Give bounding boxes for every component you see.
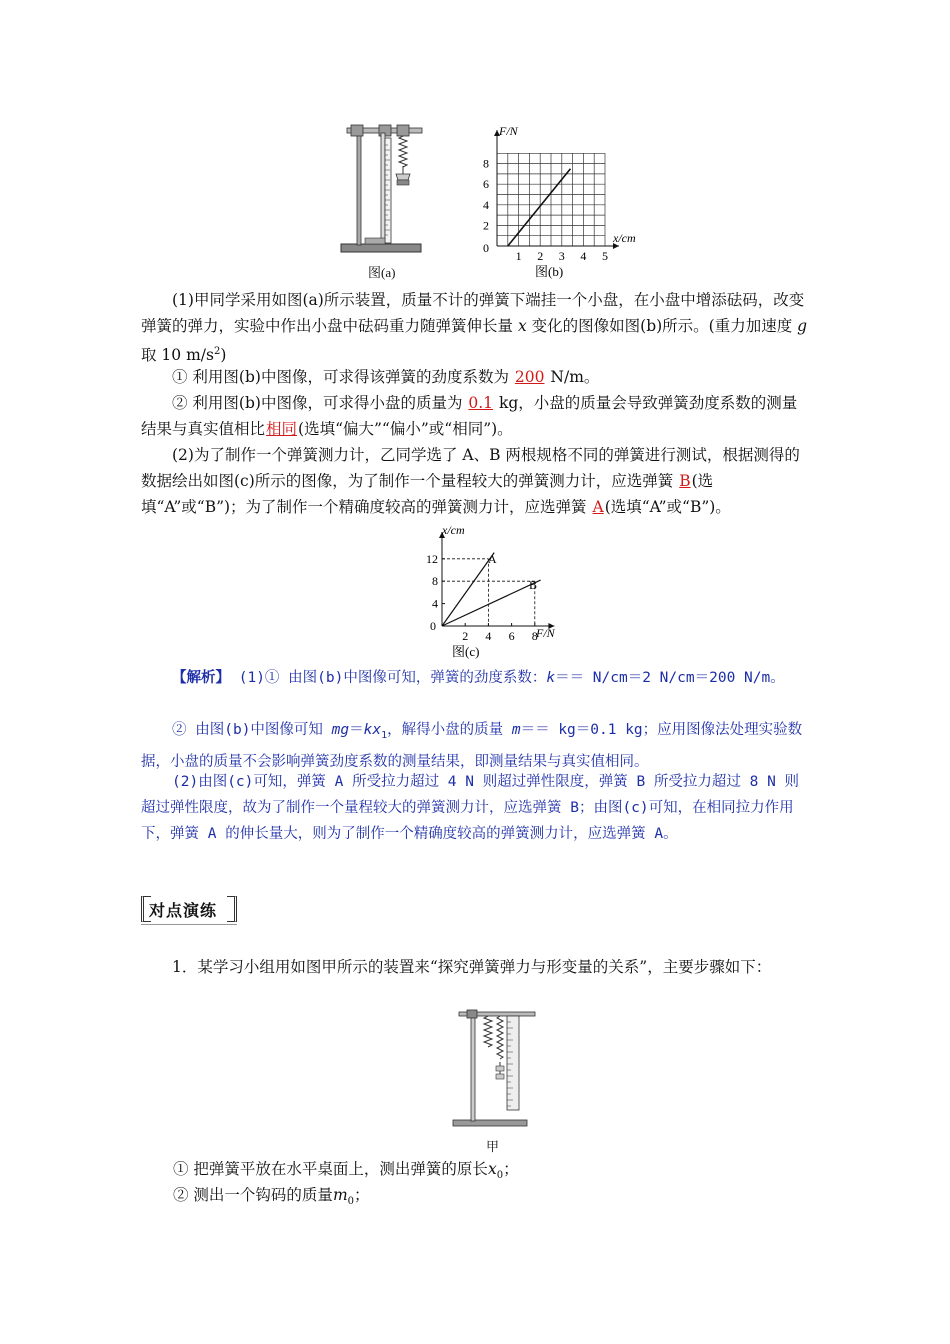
- answer-high-precision: A: [592, 498, 604, 516]
- question-1a: [141, 364, 811, 390]
- step-1-var: x: [487, 1160, 497, 1178]
- problem-1: [141, 954, 811, 980]
- solution-part-2: [141, 717, 811, 775]
- section-bracket-right: [227, 896, 237, 922]
- x-tick-label: 1: [515, 249, 522, 263]
- x-tick-label: 4: [485, 629, 492, 643]
- figure-b-ylabel: F/N: [499, 124, 518, 138]
- figure-c-ylabel: x/cm: [442, 523, 465, 537]
- y-tick-label: 8: [483, 156, 489, 171]
- solution-line-3: (2)由图(c)可知，弹簧 A 所受拉力超过 4 N 则超过弹性限度，弹簧 B 所受拉力超过 8 N 则超过弹性限度，故为了制作一个量程较大的弹簧测力计，应选弹簧 B；由图(c)可知，在相同拉力作用下，弹簧 A 的伸长量大，则为了制作一个精确度较高的弹簧测力计，应选弹簧 A。: [141, 774, 800, 842]
- figure-b-origin: 0: [483, 241, 489, 255]
- q1-text-4: ): [220, 346, 227, 365]
- y-tick-label: 6: [483, 177, 489, 192]
- figure-b-xlabel: x/cm: [613, 231, 636, 245]
- section-title: 对点演练: [149, 901, 218, 920]
- q1-var-x: x: [517, 317, 527, 335]
- solution-var-m: m: [511, 722, 521, 738]
- q2-text: (2)为了制作一个弹簧测力计，乙同学选了 A、B 两根规格不同的弹簧进行测试，根据测得的数据绘出如图(c)所示的图像，为了制作一个量程较大的弹簧测力计，应选弹簧: [141, 446, 800, 490]
- answer-stiffness: 200: [514, 368, 545, 386]
- q1b-text: ② 利用图(b)中图像，可求得小盘的质量为: [172, 394, 463, 412]
- step-2-end: ；: [354, 1186, 370, 1204]
- q1-var-g: g: [797, 317, 808, 335]
- question-1-paragraph: [141, 287, 811, 368]
- section-heading: [141, 894, 237, 925]
- figure-c-xlabel: F/N: [536, 626, 555, 640]
- question-2: [141, 442, 811, 520]
- solution-var-k: k: [546, 670, 556, 686]
- solution-part-1: [141, 665, 811, 691]
- figure-b-grid: [497, 153, 605, 246]
- solution-line-1: (1)① 由图(b)中图像可知，弹簧的劲度系数：: [238, 670, 547, 686]
- q1-text-3: 取 10 m/s: [141, 346, 214, 365]
- step-2-text: ② 测出一个钩码的质量: [173, 1186, 333, 1204]
- question-1b: [141, 390, 811, 442]
- series-b-line: [442, 580, 541, 626]
- solution-sub: 1: [381, 729, 388, 741]
- q1a-text: ① 利用图(b)中图像，可求得该弹簧的劲度系数为: [172, 368, 509, 386]
- solution-line-2c: ＝＝ kg＝0.1 kg；应用图像法处理实验数据，小盘的质量不会影响弹簧劲度系数的测量结果，即测量结果与真实值相同。: [141, 722, 803, 770]
- x-tick-label: 6: [508, 629, 515, 643]
- answer-comparison: 相同: [266, 420, 298, 438]
- solution-eq: ＝: [349, 722, 364, 738]
- step-2: [173, 1182, 793, 1215]
- q1b-text-3: (选填“偏大”“偏小”或“相同”)。: [298, 420, 513, 438]
- q1-sup: 2: [213, 346, 221, 357]
- solution-line-2b: ，解得小盘的质量: [387, 722, 504, 738]
- step-2-var: m: [332, 1186, 348, 1204]
- figure-a-caption: 图(a): [368, 265, 396, 280]
- figure-c-caption: 图(c): [452, 644, 480, 659]
- solution-var-mg: mg: [331, 722, 350, 738]
- x-tick-label: 2: [537, 249, 544, 263]
- solution-var-kx: kx: [363, 722, 382, 738]
- x-tick-label: 3: [558, 249, 565, 263]
- solution-part-3: [141, 769, 811, 847]
- y-tick-label: 12: [426, 551, 438, 566]
- step-1-text: ① 把弹簧平放在水平桌面上，测出弹簧的原长: [173, 1160, 488, 1178]
- y-tick-label: 2: [483, 218, 489, 233]
- x-tick-label: 8: [531, 629, 538, 643]
- q1-text: (1)甲同学采用如图(a)所示装置，质量不计的弹簧下端挂一个小盘，在小盘中增添砝码，改变弹簧的弹力，实验中作出小盘中砝码重力随弹簧伸长量: [141, 291, 805, 335]
- series-a-line: [442, 553, 494, 626]
- q1a-text-2: N/m。: [550, 368, 600, 386]
- solution-tag: 【解析】: [172, 670, 230, 686]
- y-tick-label: 8: [432, 574, 438, 589]
- figure-c-label-b: B: [529, 578, 538, 592]
- solution-line-2: ② 由图(b)中图像可知: [172, 722, 323, 738]
- q2-text-3: (选填“A”或“B”)。: [604, 498, 731, 516]
- solution-line-1b: ＝＝ N/cm＝2 N/cm＝200 N/m。: [555, 670, 785, 686]
- figure-c-chart: [412, 522, 572, 662]
- figure-a-apparatus: [335, 120, 430, 280]
- y-tick-label: 4: [483, 197, 489, 212]
- problem-1-text: 1．某学习小组用如图甲所示的装置来“探究弹簧弹力与形变量的关系”，主要步骤如下：: [172, 958, 772, 976]
- step-2-sub: 0: [347, 1196, 355, 1208]
- answer-large-range: B: [679, 472, 691, 490]
- figure-b-marks: [508, 169, 571, 246]
- q1-text-2: 变化的图像如图(b)所示。(重力加速度: [531, 317, 793, 335]
- figure-jia-caption: 甲: [486, 1140, 500, 1155]
- figure-c-label-a: A: [488, 552, 497, 566]
- step-1-end: ；: [503, 1160, 519, 1178]
- q1b-text-2: kg，小盘的质量会导致弹簧劲度系数的测量结果与真实值相比: [141, 394, 798, 438]
- x-tick-label: 2: [462, 629, 469, 643]
- y-tick-label: 4: [432, 596, 438, 611]
- figure-jia-apparatus: [445, 1008, 540, 1153]
- figure-b-chart: [475, 122, 645, 284]
- answer-pan-mass: 0.1: [468, 394, 494, 412]
- data-line: [508, 169, 571, 246]
- x-tick-label: 5: [602, 249, 608, 263]
- figure-c-origin: 0: [430, 619, 436, 633]
- figure-b-caption: 图(b): [535, 264, 564, 279]
- step-1-sub: 0: [496, 1170, 504, 1182]
- q2-text-2: (选填“A”或“B”)；为了制作一个精确度较高的弹簧测力计，应选弹簧: [141, 472, 714, 516]
- x-tick-label: 4: [580, 249, 587, 263]
